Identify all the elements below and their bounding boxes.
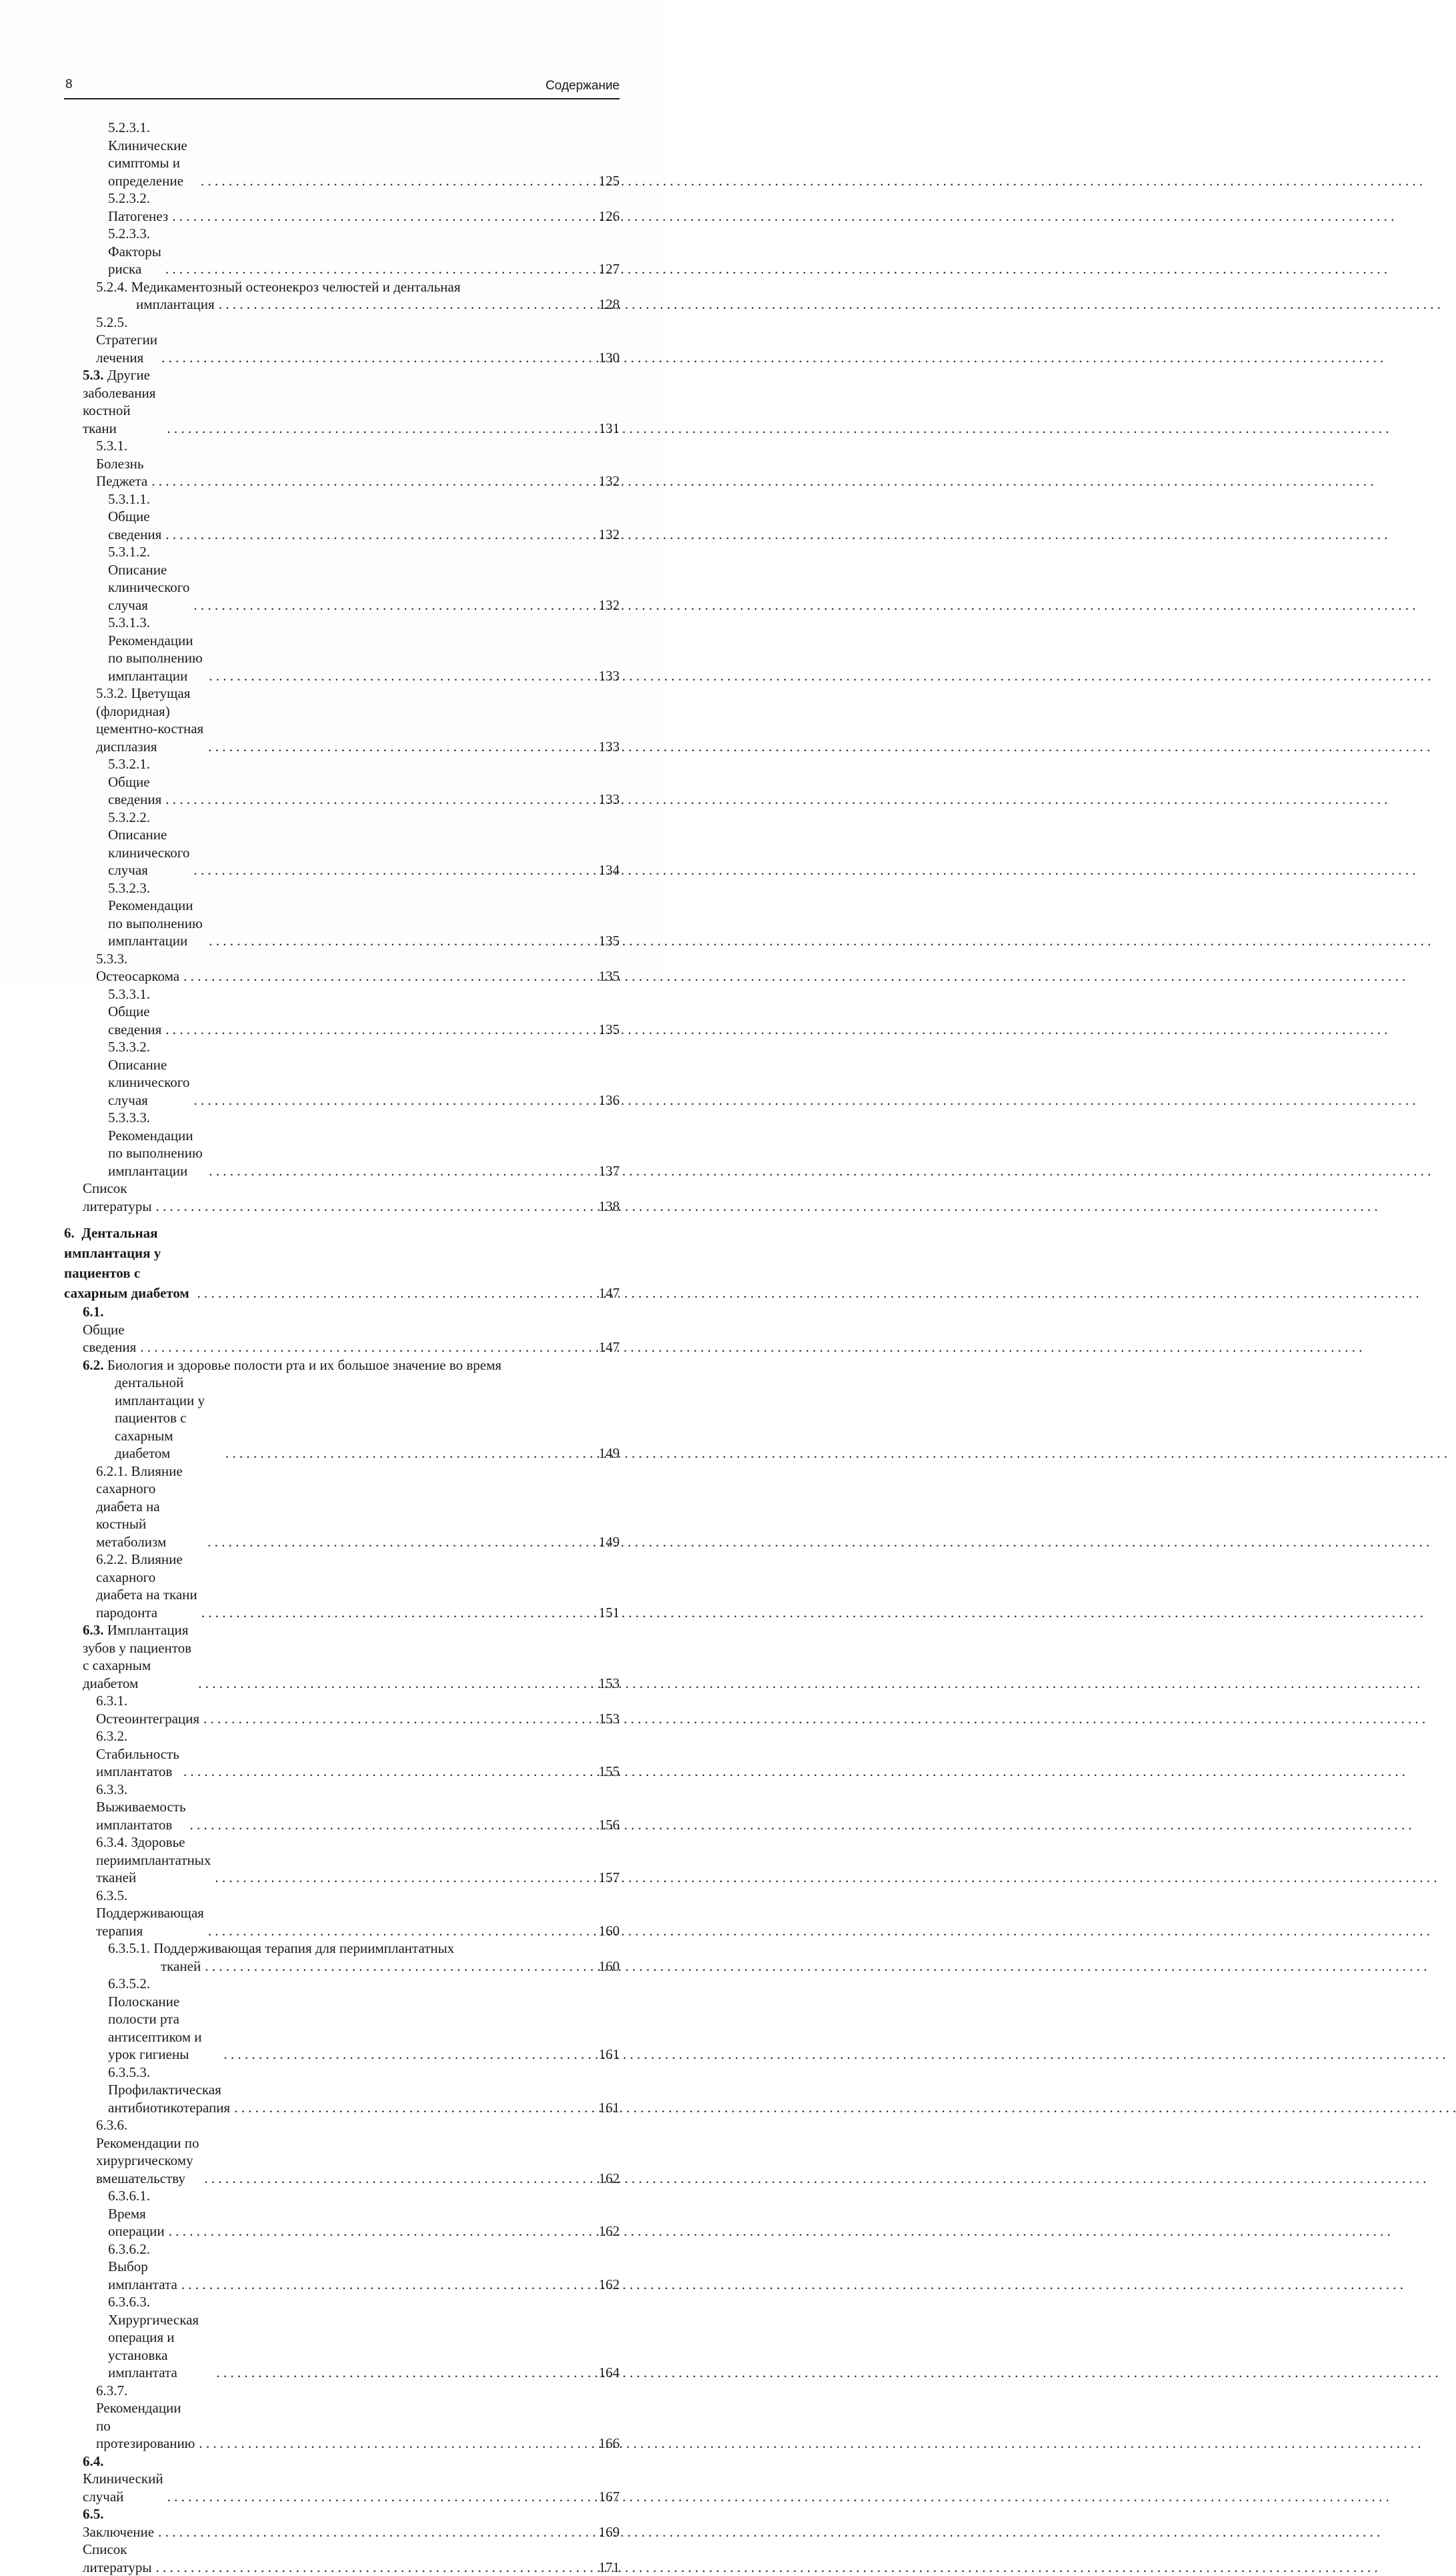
toc-entry-title: Остеоинтеграция <box>96 1711 199 1727</box>
toc-entry-page: 160 <box>589 1958 620 1976</box>
leader-dots <box>189 861 589 879</box>
page-number: 8 <box>65 77 73 92</box>
toc-entry[interactable] <box>64 1975 620 2064</box>
toc-entry[interactable] <box>64 985 620 1039</box>
toc-entry[interactable] <box>64 1356 620 1462</box>
toc-entry-page: 161 <box>589 2099 620 2117</box>
toc-entry-title: Хирургическая операция и установка имплантата <box>108 2312 199 2381</box>
leader-dots <box>189 1092 589 1110</box>
running-head <box>64 76 620 96</box>
toc-entry-title: Имплантация зубов у пациентов с сахарным диабетом <box>83 1622 191 1691</box>
toc-entry-number: 6.3.5.3. <box>108 2064 150 2080</box>
toc-entry-title: Полоскание полости рта антисептиком и урок гигиены <box>108 1994 202 2063</box>
toc-entry[interactable] <box>64 2064 620 2117</box>
leader-dots <box>211 1869 589 1887</box>
toc-entry[interactable] <box>64 314 620 367</box>
toc-entry-title: Влияние сахарного диабета на ткани пародонта <box>96 1551 197 1621</box>
toc-entry[interactable] <box>64 2541 620 2576</box>
toc-entry-number: 5.2.3.3. <box>108 226 150 242</box>
book-page <box>0 0 667 981</box>
toc-entry-page: 132 <box>589 596 620 614</box>
toc-entry-title: Список литературы <box>83 2541 152 2576</box>
toc-entry-title: Клинический случай <box>83 2471 163 2505</box>
toc-entry-number: 6.3.5.2. <box>108 1976 150 1992</box>
toc-entry-title: Заключение <box>83 2524 154 2540</box>
toc-entry-title: Рекомендации по хирургическому вмешательству <box>96 2135 199 2186</box>
toc-entry-number: 6.2. <box>83 1357 104 1373</box>
leader-dots <box>163 2488 589 2506</box>
toc-entry-page: 166 <box>589 2435 620 2453</box>
toc-entry-page: 131 <box>589 420 620 438</box>
toc-entry-page: 134 <box>589 861 620 879</box>
toc-entry-page: 169 <box>589 2523 620 2541</box>
toc-entry[interactable] <box>64 1727 620 1781</box>
toc-entry-page: 161 <box>589 2046 620 2064</box>
toc-entry-number: 6.3.6. <box>96 2117 127 2133</box>
toc-entry[interactable] <box>64 950 620 985</box>
toc-entry[interactable] <box>64 1940 620 1975</box>
toc-entry-number: 5.3.2.1. <box>108 756 150 772</box>
toc-entry-page: 138 <box>589 1198 620 1216</box>
toc-entry-title: Поддерживающая терапия для периимплантатных <box>153 1940 454 1956</box>
toc-entry-page: 133 <box>589 738 620 756</box>
toc-entry-number: 6.3.1. <box>96 1693 127 1709</box>
toc-entry[interactable] <box>64 1781 620 1834</box>
leader-dots <box>215 296 589 314</box>
leader-dots <box>199 1710 589 1728</box>
leader-dots <box>193 1283 589 1303</box>
toc-entry[interactable] <box>64 2187 620 2240</box>
toc-entry-title: Рекомендации по выполнению имплантации <box>108 1128 203 1179</box>
leader-dots <box>152 1198 590 1216</box>
toc-entry-page: 133 <box>589 667 620 685</box>
toc-entry[interactable] <box>64 2293 620 2382</box>
toc-entry-page: 133 <box>589 791 620 809</box>
toc-entry-title: Стратегии лечения <box>96 332 157 366</box>
toc-entry[interactable] <box>64 490 620 544</box>
toc-entry-title: Остеосаркома <box>96 968 179 984</box>
toc-entry-title: Другие заболевания костной ткани <box>83 367 155 436</box>
toc-entry-title: Общие сведения <box>108 774 161 808</box>
toc-entry-number: 5.3.1.1. <box>108 491 150 507</box>
toc-entry-page: 132 <box>589 472 620 490</box>
leader-dots <box>230 2099 589 2117</box>
toc-entry-page: 147 <box>589 1283 620 1303</box>
toc-entry-number: 6.3.6.3. <box>108 2294 150 2310</box>
toc-entry-number: 5.3.3.2. <box>108 1039 150 1055</box>
table-of-contents <box>64 119 620 2576</box>
toc-entry-page: 160 <box>589 1922 620 1940</box>
toc-entry-page: 156 <box>589 1816 620 1834</box>
toc-entry-page: 127 <box>589 260 620 278</box>
toc-entry-number: 6.3.6.1. <box>108 2188 150 2204</box>
toc-entry-page: 147 <box>589 1338 620 1356</box>
toc-entry[interactable] <box>64 1833 620 1887</box>
toc-entry-title: Болезнь Педжета <box>96 456 147 490</box>
toc-entry-title: Поддерживающая терапия <box>96 1905 204 1939</box>
toc-entry-page: 151 <box>589 1604 620 1622</box>
toc-entry-title: Выбор имплантата <box>108 2258 177 2292</box>
toc-entry-page: 149 <box>589 1533 620 1551</box>
toc-entry-title: Стабильность имплантатов <box>96 1746 179 1780</box>
toc-entry-title: Время операции <box>108 2206 165 2240</box>
toc-entry-number: 6.3.5.1. <box>108 1940 150 1956</box>
toc-entry-number: 5.3.2.3. <box>108 880 150 896</box>
toc-entry[interactable] <box>64 614 620 685</box>
toc-entry-title: Список литературы <box>83 1180 152 1215</box>
leader-dots <box>161 526 589 544</box>
toc-entry[interactable] <box>64 437 620 490</box>
leader-dots <box>195 2435 589 2453</box>
toc-entry[interactable] <box>64 119 620 189</box>
toc-entry-number: 5.3.3.3. <box>108 1110 150 1126</box>
toc-entry-title: Цветущая (флоридная) цементно-костная дисплазия <box>96 685 203 755</box>
toc-entry[interactable] <box>64 225 620 278</box>
toc-entry-number: 6.2.1. <box>96 1463 127 1479</box>
leader-dots <box>168 207 589 226</box>
toc-entry-page: 136 <box>589 1092 620 1110</box>
leader-dots <box>161 1021 589 1039</box>
toc-entry-title: Описание клинического случая <box>108 562 189 613</box>
toc-entry-number: 6.3.5. <box>96 1887 127 1903</box>
toc-entry-title: Описание клинического случая <box>108 827 189 878</box>
toc-entry-page: 162 <box>589 2222 620 2240</box>
toc-entry-page: 162 <box>589 2170 620 2188</box>
toc-entry[interactable] <box>64 685 620 755</box>
leader-dots <box>157 349 589 367</box>
leader-dots <box>161 260 589 278</box>
leader-dots <box>177 2276 589 2294</box>
toc-entry[interactable] <box>64 1038 620 1109</box>
toc-entry-number: 5.2.3.1. <box>108 119 150 135</box>
toc-entry-title: Общие сведения <box>108 508 161 542</box>
toc-entry-title: Выживаемость имплантатов <box>96 1799 186 1833</box>
toc-entry-page: 167 <box>589 2488 620 2506</box>
toc-entry-title-cont: тканей <box>161 1958 201 1976</box>
toc-entry-number: 6.3. <box>83 1622 104 1638</box>
toc-entry-number: 6. <box>64 1225 75 1241</box>
toc-entry[interactable] <box>64 2240 620 2294</box>
toc-entry-title: Дентальная имплантация у пациентов с сахарным диабетом <box>64 1225 189 1301</box>
toc-entry-page: 164 <box>589 2364 620 2382</box>
toc-entry-number: 6.3.7. <box>96 2383 127 2399</box>
toc-entry-page: 128 <box>589 296 620 314</box>
toc-entry-page: 130 <box>589 349 620 367</box>
toc-entry-title: Влияние сахарного диабета на костный метаболизм <box>96 1463 183 1550</box>
toc-entry-title: Профилактическая антибиотикотерапия <box>108 2082 230 2116</box>
toc-entry-page: 149 <box>589 1444 620 1462</box>
toc-entry-number: 5.3.1.2. <box>108 544 150 560</box>
leader-dots <box>136 1338 589 1356</box>
leader-dots <box>219 2046 589 2064</box>
toc-entry-number: 5.3. <box>83 367 104 383</box>
toc-entry-number: 5.3.1. <box>96 438 127 454</box>
toc-entry[interactable] <box>64 1887 620 1940</box>
leader-dots <box>205 667 589 685</box>
toc-entry-page: 155 <box>589 1763 620 1781</box>
leader-dots <box>197 172 589 190</box>
toc-entry[interactable] <box>64 189 620 225</box>
leader-dots <box>147 472 589 490</box>
leader-dots <box>179 967 589 985</box>
toc-entry-page: 153 <box>589 1675 620 1693</box>
toc-entry[interactable] <box>64 366 620 437</box>
toc-entry-title: Клинические симптомы и определение <box>108 137 187 189</box>
toc-entry-number: 6.4. <box>83 2453 104 2469</box>
toc-chapter-entry[interactable] <box>64 1223 620 1303</box>
leader-dots <box>201 1958 589 1976</box>
toc-entry[interactable] <box>64 1551 620 1621</box>
toc-entry[interactable] <box>64 809 620 879</box>
toc-entry-page: 132 <box>589 526 620 544</box>
toc-entry-page: 135 <box>589 932 620 950</box>
toc-entry-number: 6.3.4. <box>96 1834 127 1850</box>
toc-entry-page: 157 <box>589 1869 620 1887</box>
toc-entry-page: 126 <box>589 207 620 226</box>
toc-entry-number: 5.2.3.2. <box>108 190 150 206</box>
leader-dots <box>212 2364 589 2382</box>
toc-entry[interactable] <box>64 2116 620 2187</box>
leader-dots <box>152 2559 590 2576</box>
leader-dots <box>204 1922 589 1940</box>
toc-entry-number: 6.5. <box>83 2506 104 2522</box>
toc-entry-title-cont: дентальной имплантации у пациентов с сахарным диабетом <box>115 1374 221 1462</box>
toc-entry-number: 5.2.5. <box>96 314 127 330</box>
toc-entry[interactable] <box>64 2453 620 2506</box>
toc-entry[interactable] <box>64 1462 620 1551</box>
toc-entry-title: Рекомендации по выполнению имплантации <box>108 632 203 684</box>
toc-entry-number: 6.3.2. <box>96 1728 127 1744</box>
toc-entry[interactable] <box>64 278 620 314</box>
toc-entry-title: Рекомендации по выполнению имплантации <box>108 897 203 949</box>
toc-entry-title: Рекомендации по протезированию <box>96 2400 195 2451</box>
leader-dots <box>203 1533 589 1551</box>
toc-entry-number: 5.3.3. <box>96 951 127 967</box>
toc-entry[interactable] <box>64 1621 620 1692</box>
toc-entry-number: 5.3.1.3. <box>108 614 150 630</box>
toc-entry-number: 6.3.3. <box>96 1781 127 1797</box>
toc-entry-number: 6.2.2. <box>96 1551 127 1567</box>
leader-dots <box>205 1162 589 1180</box>
toc-entry-title: Факторы риска <box>108 244 161 278</box>
leader-dots <box>204 738 589 756</box>
section-gap <box>64 1215 620 1223</box>
toc-entry-title: Общие сведения <box>83 1322 136 1356</box>
toc-entry-page: 153 <box>589 1710 620 1728</box>
leader-dots <box>179 1763 589 1781</box>
leader-dots <box>197 1604 589 1622</box>
toc-entry-title: Патогенез <box>108 208 168 224</box>
header-rule <box>64 98 620 99</box>
toc-entry[interactable] <box>64 1180 620 1215</box>
toc-entry[interactable] <box>64 1303 620 1356</box>
toc-entry-number: 5.3.2. <box>96 685 127 701</box>
running-title: Содержание <box>546 79 620 93</box>
toc-entry[interactable] <box>64 1692 620 1727</box>
leader-dots <box>205 932 589 950</box>
toc-entry-page: 135 <box>589 967 620 985</box>
toc-entry-page: 162 <box>589 2276 620 2294</box>
toc-entry-title: Биология и здоровье полости рта и их большое значение во время <box>107 1357 502 1373</box>
leader-dots <box>163 420 589 438</box>
leader-dots <box>189 596 589 614</box>
toc-entry[interactable] <box>64 1109 620 1180</box>
leader-dots <box>186 1816 589 1834</box>
toc-entry-page: 137 <box>589 1162 620 1180</box>
toc-entry-title: Описание клинического случая <box>108 1057 189 1108</box>
toc-entry[interactable] <box>64 755 620 809</box>
leader-dots <box>154 2523 589 2541</box>
toc-entry-number: 5.3.2.2. <box>108 809 150 825</box>
leader-dots <box>221 1444 589 1462</box>
leader-dots <box>165 2222 589 2240</box>
leader-dots <box>194 1675 589 1693</box>
toc-entry-title: Здоровье периимплантатных тканей <box>96 1834 211 1885</box>
toc-entry-number: 6.1. <box>83 1304 104 1320</box>
toc-entry[interactable] <box>64 879 620 950</box>
toc-entry[interactable] <box>64 2505 620 2541</box>
toc-entry-title-cont: имплантация <box>136 296 215 314</box>
toc-entry-number: 6.3.6.2. <box>108 2241 150 2257</box>
toc-entry-title: Общие сведения <box>108 1003 161 1037</box>
toc-entry-number: 5.2.4. <box>96 279 127 295</box>
toc-entry-page: 125 <box>589 172 620 190</box>
leader-dots <box>200 2170 589 2188</box>
toc-entry-page: 171 <box>589 2559 620 2576</box>
toc-entry-title: Медикаментозный остеонекроз челюстей и дентальная <box>131 279 461 295</box>
toc-entry[interactable] <box>64 543 620 614</box>
toc-entry-page: 135 <box>589 1021 620 1039</box>
toc-entry-number: 5.3.3.1. <box>108 986 150 1002</box>
leader-dots <box>161 791 589 809</box>
toc-entry[interactable] <box>64 2382 620 2453</box>
